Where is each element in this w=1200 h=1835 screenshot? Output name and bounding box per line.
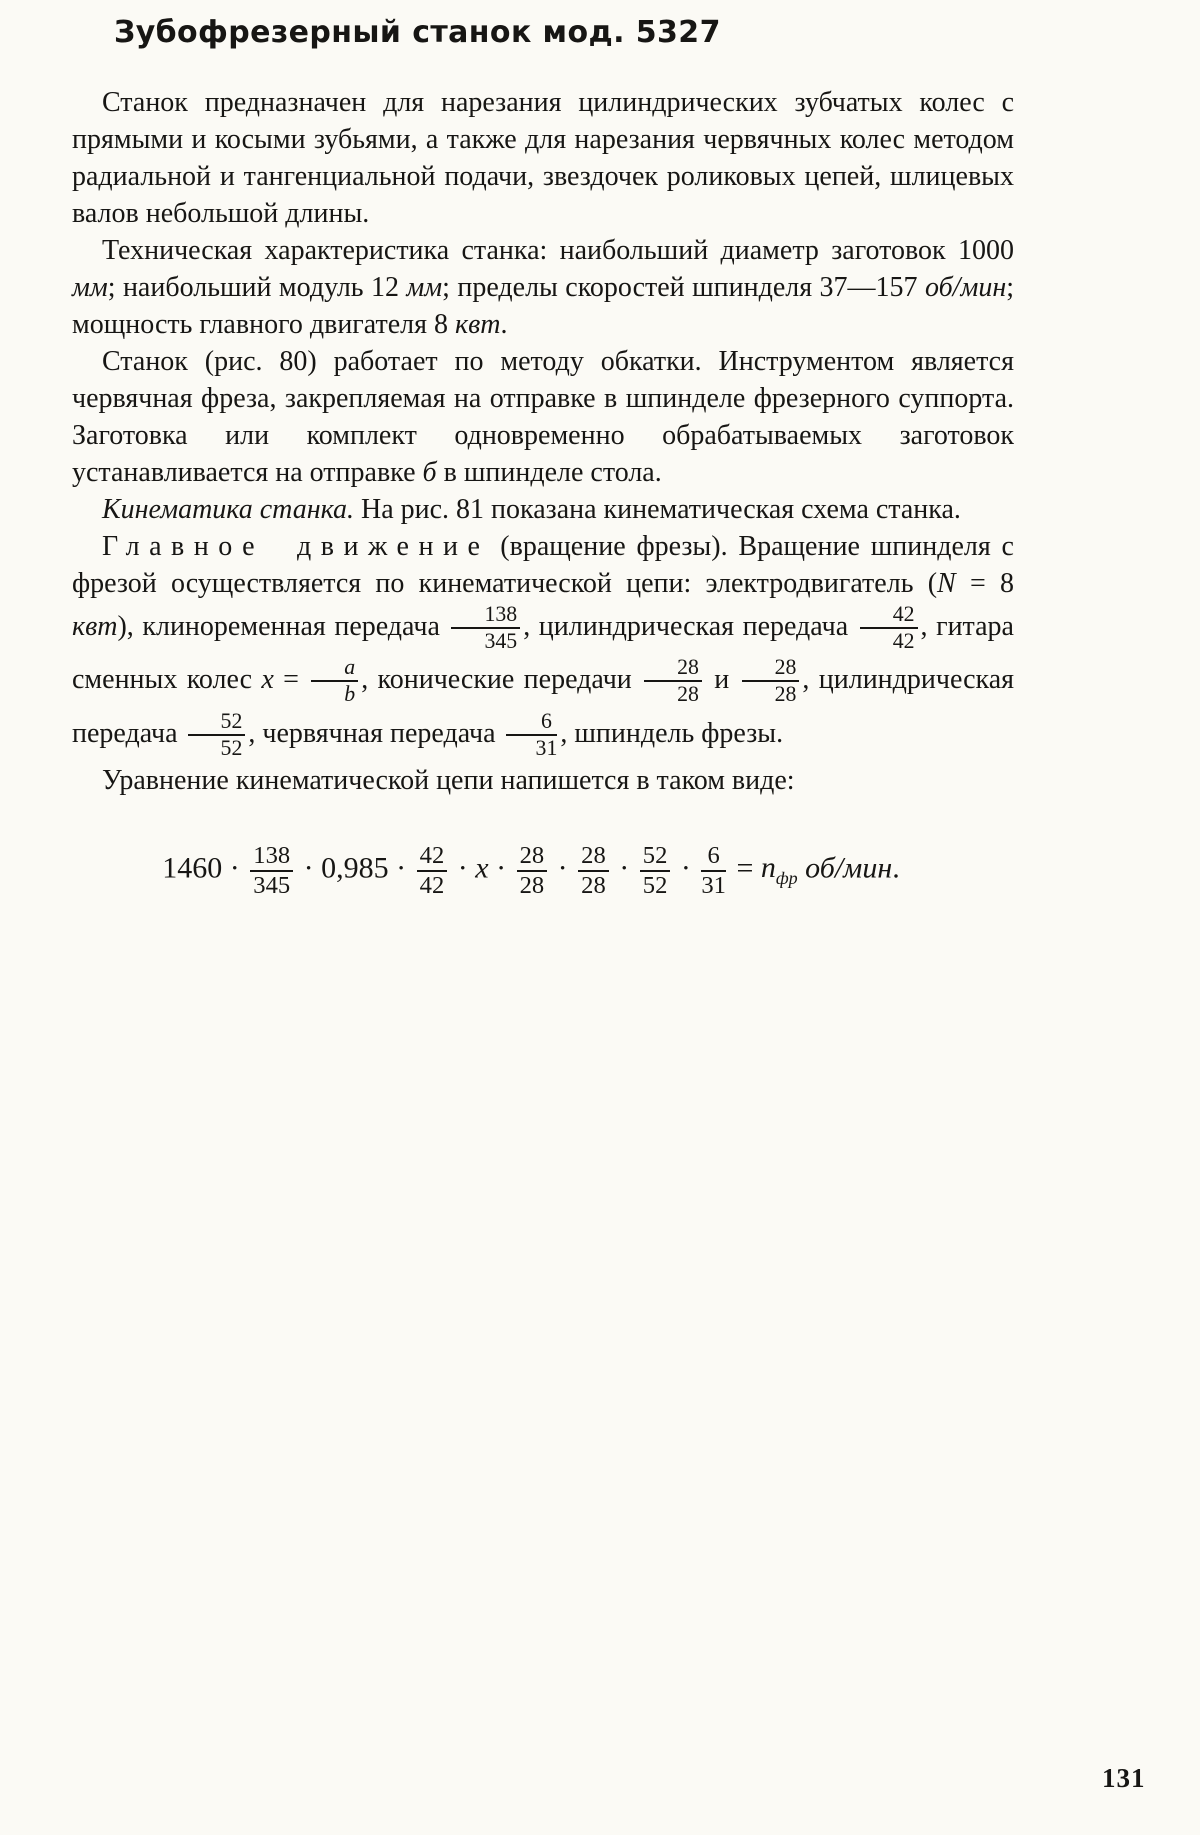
paragraph: Станок (рис. 80) работает по методу обкатки. Инструментом является червячная фреза, закрепляемая на отправке в шпинделе фрезерного суппорта. Заготовка или комплект одновременно обрабатываемых заготовок устанавливается на отправке б в шпинделе стола. bbox=[72, 346, 1014, 488]
variable-with-subscript: $n_{фр}$ bbox=[760, 851, 798, 889]
fraction: $\frac{52}{52}$ bbox=[188, 710, 246, 760]
fraction: $\frac{6}{31}$ bbox=[506, 710, 558, 760]
fraction: $\frac{28}{28}$ bbox=[742, 656, 800, 706]
fraction: $\frac{6}{31}$ bbox=[701, 841, 726, 899]
fraction: $\frac{42}{42}$ bbox=[417, 843, 448, 899]
fraction: $\frac{a}{b}$ bbox=[311, 656, 358, 706]
fraction: $\frac{138}{345}$ bbox=[250, 843, 293, 899]
fraction: $\frac{28}{28}$ bbox=[517, 843, 548, 899]
body-text bbox=[72, 84, 1014, 799]
fraction: $\frac{28}{28}$ bbox=[644, 656, 702, 706]
paragraph: Станок предназначен для нарезания цилиндрических зубчатых колес с прямыми и косыми зубьями, а также для нарезания червячных колес методом радиальной и тангенциальной подачи, звездочек роликовых цепей, шлицевых валов небольшой длины. bbox=[72, 87, 1014, 229]
paragraph: Главное движение (вращение фрезы). Вращение шпинделя с фрезой осуществляется по кинематической цепи: электродвигатель (N = 8 квт), клиноременная передача $\frac{138}{345}$ , цилиндрическая передача $\frac{42}{42}$ , гитара сменных колес x = $\frac{a}{b}$ , конические передачи $\frac{28}{28}$ и $\frac{28}{28}$ , цилиндрическая передача $\frac{52}{52}$ , червячная передача $\frac{6}{31}$ , шпиндель фрезы. bbox=[72, 531, 1015, 760]
paragraph: Кинематика станка. На рис. 81 показана кинематическая схема станка. bbox=[102, 494, 961, 525]
fraction: $\frac{42}{42}$ bbox=[860, 603, 918, 653]
page-title: Зубофрезерный станок мод. 5327 bbox=[114, 15, 721, 50]
kinematic-chain-equation: 1460 · $\frac{138}{345}$ · 0,985 · $\frac{42}{42}$ · x · $\frac{28}{28}$ · $\frac{28}{28}$ · $\frac{52}{52}$ · $\frac{6}{31}$ = $n_{фр}$ об/мин. bbox=[162, 841, 900, 899]
paragraph: Техническая характеристика станка: наибольший диаметр заготовок 1000 мм; наибольший модуль 12 мм; пределы скоростей шпинделя 37—157 об/мин; мощность главного двигателя 8 квт. bbox=[72, 235, 1015, 340]
fraction: $\frac{52}{52}$ bbox=[640, 843, 671, 899]
fraction: $\frac{28}{28}$ bbox=[578, 843, 609, 899]
paragraph: Уравнение кинематической цепи напишется в таком виде: bbox=[102, 764, 795, 796]
page-number: 131 bbox=[1102, 1763, 1146, 1793]
fraction: $\frac{138}{345}$ bbox=[451, 603, 520, 653]
